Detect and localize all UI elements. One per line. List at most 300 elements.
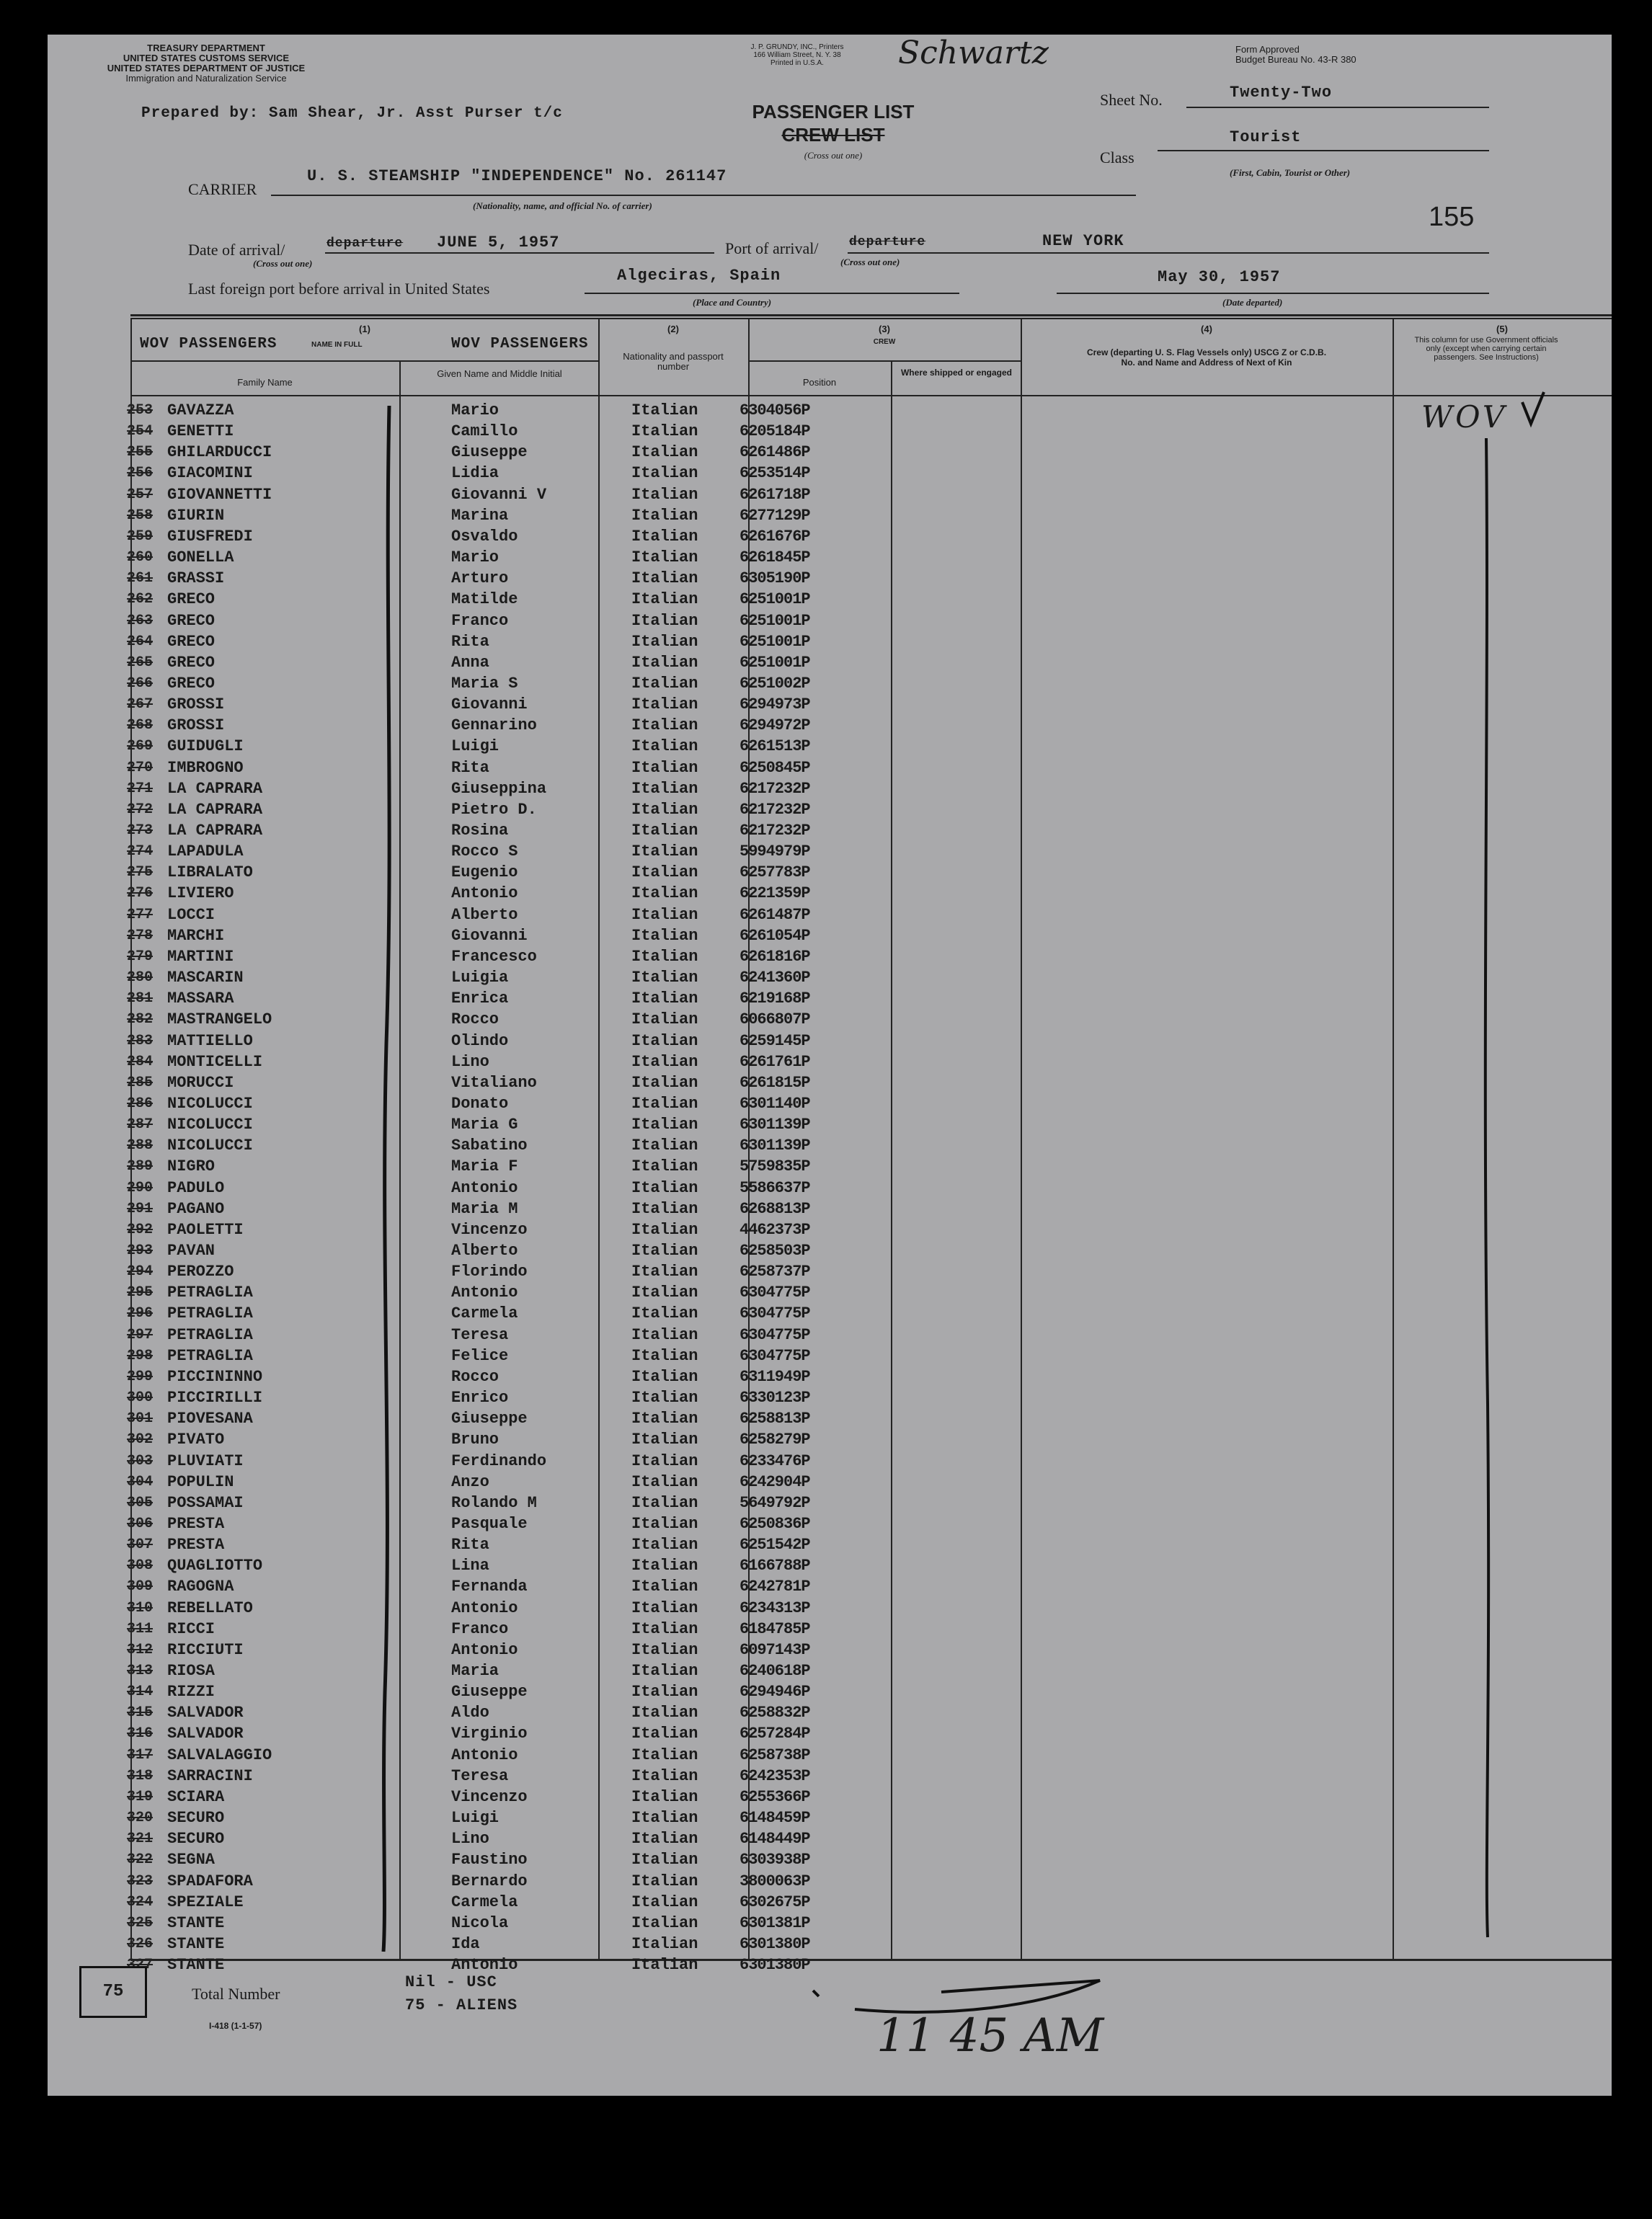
given-name: Luigi (451, 1809, 499, 1828)
passport-number: 6205184P (740, 422, 810, 441)
date-departed-hint: (Date departed) (1222, 297, 1283, 308)
table-row (48, 1240, 1612, 1261)
family-name: PAGANO (167, 1199, 225, 1218)
row-number: 286 (127, 1095, 154, 1112)
table-row (48, 736, 1612, 757)
nationality: Italian (631, 947, 698, 966)
given-name: Luigia (451, 969, 509, 987)
nationality: Italian (631, 1640, 698, 1659)
given-name: Enrico (451, 1389, 509, 1408)
col1-wov-right: WOV PASSENGERS (451, 336, 589, 352)
given-name: Alberto (451, 905, 518, 924)
given-name: Antonio (451, 1598, 518, 1617)
nationality: Italian (631, 1304, 698, 1323)
passport-number: 6251001P (740, 653, 810, 672)
carrier-label: CARRIER (188, 180, 257, 198)
table-row (48, 757, 1612, 778)
nationality: Italian (631, 758, 698, 777)
passport-number: 6242781P (740, 1578, 810, 1596)
nationality: Italian (631, 1830, 698, 1849)
table-row (48, 1913, 1612, 1934)
passport-number: 6251001P (740, 611, 810, 630)
row-number: 321 (127, 1831, 154, 1848)
family-name: MARCHI (167, 926, 225, 945)
row-number: 312 (127, 1641, 154, 1658)
given-name: Lino (451, 1830, 489, 1849)
row-number: 295 (127, 1284, 154, 1302)
family-name: GRECO (167, 674, 216, 693)
nationality: Italian (631, 506, 698, 525)
passport-number: 6261718P (740, 485, 810, 504)
passport-number: 6301139P (740, 1137, 810, 1155)
row-number: 301 (127, 1410, 154, 1428)
table-row (48, 1723, 1612, 1744)
passport-number: 6148459P (740, 1809, 810, 1828)
table-row (48, 946, 1612, 967)
family-name: LA CAPRARA (167, 800, 263, 819)
nationality: Italian (631, 1052, 698, 1071)
family-name: LIVIERO (167, 884, 234, 903)
family-name: PAOLETTI (167, 1220, 244, 1239)
passport-number: 5759835P (740, 1157, 810, 1176)
family-name: SALVALAGGIO (167, 1746, 272, 1764)
nationality: Italian (631, 884, 698, 903)
table-row (48, 1555, 1612, 1576)
given-name: Lina (451, 1557, 489, 1575)
col2-number: (2) (667, 324, 679, 334)
table-row (48, 1849, 1612, 1870)
row-number: 264 (127, 633, 154, 650)
col5-handwritten: WOV (1421, 399, 1508, 435)
handwritten-time: 11 45 AM (876, 2009, 1104, 2063)
nationality: Italian (631, 1137, 698, 1155)
passport-number: 6257783P (740, 863, 810, 882)
given-name: Antonio (451, 1640, 518, 1659)
given-name: Rita (451, 632, 489, 651)
usc-count: Nil - USC (405, 1973, 497, 1991)
family-name: SECURO (167, 1830, 225, 1849)
row-number: 267 (127, 696, 154, 713)
nationality: Italian (631, 1893, 698, 1911)
row-number: 280 (127, 969, 154, 987)
passport-number: 6301380P (740, 1934, 810, 1953)
row-number: 293 (127, 1242, 154, 1259)
family-name: MASTRANGELO (167, 1010, 272, 1029)
passport-number: 6253514P (740, 464, 810, 483)
given-name: Matilde (451, 590, 518, 609)
given-name: Giuseppina (451, 779, 547, 798)
table-row (48, 1093, 1612, 1114)
nationality: Italian (631, 1746, 698, 1764)
given-name: Alberto (451, 1242, 518, 1260)
row-number: 292 (127, 1221, 154, 1238)
date-departed-value: May 30, 1957 (1158, 268, 1281, 286)
carrier-value: U. S. STEAMSHIP "INDEPENDENCE" No. 261147 (307, 167, 727, 185)
agency-line: Immigration and Naturalization Service (125, 73, 287, 84)
last-port-label: Last foreign port before arrival in United States (188, 280, 490, 298)
given-name: Fernanda (451, 1578, 528, 1596)
table-row (48, 442, 1612, 463)
family-name: PEROZZO (167, 1263, 234, 1281)
arrival-struck: departure (327, 236, 404, 251)
family-name: RIZZI (167, 1683, 216, 1702)
passport-number: 6258279P (740, 1431, 810, 1449)
nationality: Italian (631, 1346, 698, 1365)
passport-number: 6251542P (740, 1536, 810, 1555)
row-number: 300 (127, 1389, 154, 1407)
passport-number: 6166788P (740, 1557, 810, 1575)
form-code: I-418 (1-1-57) (209, 2021, 262, 2031)
position-header: Position (802, 377, 837, 388)
nationality: Italian (631, 1242, 698, 1260)
row-number: 289 (127, 1158, 154, 1175)
table-row (48, 1219, 1612, 1240)
passport-number: 6268813P (740, 1199, 810, 1218)
table-row (48, 1766, 1612, 1787)
row-number: 304 (127, 1473, 154, 1490)
agency-line: TREASURY DEPARTMENT (147, 43, 265, 53)
given-name: Ida (451, 1934, 480, 1953)
shipped-header: Where shipped or engaged (900, 368, 1013, 378)
nationality: Italian (631, 1956, 698, 1975)
row-number: 315 (127, 1704, 154, 1722)
given-name: Antonio (451, 1178, 518, 1197)
row-number: 318 (127, 1767, 154, 1784)
given-name: Nicola (451, 1913, 509, 1932)
family-name: POSSAMAI (167, 1493, 244, 1512)
row-number: 266 (127, 675, 154, 692)
passport-number: 6261761P (740, 1052, 810, 1071)
family-name: MATTIELLO (167, 1031, 253, 1050)
table-row (48, 1387, 1612, 1408)
nationality: Italian (631, 1536, 698, 1555)
cross-out-hint: (Cross out one) (804, 150, 863, 161)
total-label: Total Number (192, 1985, 280, 2003)
passport-number: 6259145P (740, 1031, 810, 1050)
nationality: Italian (631, 1431, 698, 1449)
family-name: GROSSI (167, 716, 225, 735)
row-number: 254 (127, 423, 154, 440)
row-number: 260 (127, 549, 154, 566)
nationality: Italian (631, 1157, 698, 1176)
given-name: Luigi (451, 737, 499, 756)
row-number: 270 (127, 759, 154, 776)
passport-number: 3800063P (740, 1872, 810, 1890)
given-name: Giovanni (451, 926, 528, 945)
row-number: 297 (127, 1326, 154, 1343)
table-row (48, 1051, 1612, 1072)
family-name: STANTE (167, 1956, 225, 1975)
last-port-value: Algeciras, Spain (617, 267, 781, 285)
nationality: Italian (631, 1389, 698, 1408)
given-name: Mario (451, 401, 499, 419)
nationality: Italian (631, 1557, 698, 1575)
passport-number: 6217232P (740, 822, 810, 840)
passport-number: 6304775P (740, 1325, 810, 1344)
passport-number: 6251002P (740, 674, 810, 693)
form-approved-line: Form Approved (1235, 44, 1300, 55)
nationality: Italian (631, 779, 698, 798)
nationality: Italian (631, 1199, 698, 1218)
page-number: 155 (1429, 202, 1475, 232)
passport-number: 6311949P (740, 1367, 810, 1386)
row-number: 294 (127, 1263, 154, 1281)
row-number: 305 (127, 1494, 154, 1511)
printer-line: 166 William Street, N. Y. 38 (753, 51, 841, 59)
given-name: Lino (451, 1052, 489, 1071)
given-name: Florindo (451, 1263, 528, 1281)
nationality: Italian (631, 1619, 698, 1638)
nationality: Italian (631, 1220, 698, 1239)
table-row (48, 1451, 1612, 1472)
family-name: LIBRALATO (167, 863, 253, 882)
table-row (48, 925, 1612, 946)
nationality: Italian (631, 674, 698, 693)
nationality: Italian (631, 1094, 698, 1113)
printer-line: J. P. GRUNDY, INC., Printers (750, 43, 844, 51)
col1-wov-left: WOV PASSENGERS (140, 336, 277, 352)
col1-subtitle: NAME IN FULL (311, 341, 363, 349)
row-number: 299 (127, 1368, 154, 1385)
passport-number: 6305190P (740, 569, 810, 588)
row-number: 271 (127, 780, 154, 797)
printer-line: Printed in U.S.A. (771, 59, 824, 67)
nationality: Italian (631, 527, 698, 546)
family-name-header: Family Name (237, 377, 293, 388)
table-row (48, 1702, 1612, 1723)
given-name: Franco (451, 1619, 509, 1638)
family-name: NIGRO (167, 1157, 216, 1176)
passport-number: 6219168P (740, 990, 810, 1008)
given-name: Rocco (451, 1367, 499, 1386)
passport-number: 5649792P (740, 1493, 810, 1512)
nationality: Italian (631, 1598, 698, 1617)
row-number: 256 (127, 465, 154, 482)
nationality: Italian (631, 569, 698, 588)
row-number: 285 (127, 1074, 154, 1091)
nationality: Italian (631, 863, 698, 882)
passport-number: 6066807P (740, 1010, 810, 1029)
family-name: GONELLA (167, 548, 234, 567)
passport-number: 6251001P (740, 632, 810, 651)
table-row (48, 1429, 1612, 1450)
table-row (48, 1156, 1612, 1177)
row-number: 322 (127, 1851, 154, 1869)
family-name: GRECO (167, 611, 216, 630)
row-number: 275 (127, 864, 154, 881)
nationality: Italian (631, 905, 698, 924)
row-number: 302 (127, 1431, 154, 1449)
passport-number: 6301140P (740, 1094, 810, 1113)
nationality: Italian (631, 1493, 698, 1512)
given-name: Maria F (451, 1157, 518, 1176)
family-name: SARRACINI (167, 1766, 253, 1785)
port-label: Port of arrival/ (725, 239, 819, 257)
given-name: Rita (451, 1536, 489, 1555)
passport-number: 6261054P (740, 926, 810, 945)
table-row (48, 1534, 1612, 1555)
passport-number: 6330123P (740, 1389, 810, 1408)
family-name: SEGNA (167, 1851, 216, 1869)
nationality: Italian (631, 1284, 698, 1302)
nationality: Italian (631, 1787, 698, 1806)
passport-number: 6258738P (740, 1746, 810, 1764)
passport-number: 6258737P (740, 1263, 810, 1281)
given-name: Maria M (451, 1199, 518, 1218)
passport-number: 6301381P (740, 1913, 810, 1932)
row-number: 307 (127, 1537, 154, 1554)
table-row (48, 1955, 1612, 1975)
table-row (48, 715, 1612, 736)
passport-number: 6277129P (740, 506, 810, 525)
table-row (48, 1871, 1612, 1892)
passport-number: 6221359P (740, 884, 810, 903)
given-name-header: Given Name and Middle Initial (437, 368, 562, 379)
table-row (48, 1472, 1612, 1493)
given-name: Teresa (451, 1766, 509, 1785)
given-name: Antonio (451, 884, 518, 903)
passport-number: 6303938P (740, 1851, 810, 1869)
passport-number: 6241360P (740, 969, 810, 987)
given-name: Bernardo (451, 1872, 528, 1890)
carrier-hint: (Nationality, name, and official No. of carrier) (473, 200, 652, 211)
given-name: Anna (451, 653, 489, 672)
family-name: PETRAGLIA (167, 1284, 253, 1302)
nationality: Italian (631, 1263, 698, 1281)
family-name: MASCARIN (167, 969, 244, 987)
table-row (48, 652, 1612, 673)
family-name: RIOSA (167, 1662, 216, 1680)
family-name: GIURIN (167, 506, 225, 525)
given-name: Rolando M (451, 1493, 537, 1512)
arrival-value: JUNE 5, 1957 (437, 234, 560, 252)
passport-number: 6301380P (740, 1956, 810, 1975)
family-name: PETRAGLIA (167, 1325, 253, 1344)
nationality: Italian (631, 1367, 698, 1386)
sheet-value: Twenty-Two (1230, 84, 1333, 102)
given-name: Vincenzo (451, 1787, 528, 1806)
nationality: Italian (631, 548, 698, 567)
col2-header: Nationality and passport number (623, 351, 724, 372)
table-row (48, 610, 1612, 631)
row-number: 274 (127, 843, 154, 861)
passport-number: 5994979P (740, 842, 810, 861)
table-row (48, 1199, 1612, 1219)
given-name: Carmela (451, 1893, 518, 1911)
table-row (48, 1261, 1612, 1282)
family-name: GENETTI (167, 422, 234, 441)
nationality: Italian (631, 800, 698, 819)
family-name: GIACOMINI (167, 464, 253, 483)
row-number: 308 (127, 1557, 154, 1575)
row-number: 291 (127, 1200, 154, 1217)
table-row (48, 1303, 1612, 1324)
nationality: Italian (631, 632, 698, 651)
table-row (48, 589, 1612, 610)
prepared-by: Prepared by: Sam Shear, Jr. Asst Purser t/c (141, 105, 563, 122)
row-number: 310 (127, 1599, 154, 1617)
given-name: Felice (451, 1346, 509, 1365)
nationality: Italian (631, 1073, 698, 1092)
nationality: Italian (631, 990, 698, 1008)
row-number: 259 (127, 528, 154, 545)
handwritten-signature: Schwartz (898, 35, 1049, 71)
family-name: STANTE (167, 1913, 225, 1932)
family-name: RICCI (167, 1619, 216, 1638)
nationality: Italian (631, 1725, 698, 1743)
family-name: SECURO (167, 1809, 225, 1828)
given-name: Giuseppe (451, 1683, 528, 1702)
row-number: 279 (127, 948, 154, 965)
nationality: Italian (631, 1934, 698, 1953)
nationality: Italian (631, 1913, 698, 1932)
table-row (48, 673, 1612, 694)
given-name: Donato (451, 1094, 509, 1113)
given-name: Pasquale (451, 1514, 528, 1533)
nationality: Italian (631, 464, 698, 483)
table-row (48, 1009, 1612, 1030)
row-number: 306 (127, 1515, 154, 1532)
passport-number: 6255366P (740, 1787, 810, 1806)
table-row (48, 841, 1612, 862)
given-name: Francesco (451, 947, 537, 966)
family-name: PIVATO (167, 1431, 225, 1449)
table-row (48, 799, 1612, 820)
table-row (48, 1807, 1612, 1828)
given-name: Osvaldo (451, 527, 518, 546)
row-number: 257 (127, 486, 154, 503)
family-name: LA CAPRARA (167, 822, 263, 840)
passport-number: 6258503P (740, 1242, 810, 1260)
table-row (48, 1934, 1612, 1955)
row-number: 324 (127, 1893, 154, 1911)
family-name: POPULIN (167, 1472, 234, 1491)
row-number: 263 (127, 612, 154, 629)
family-name: GUIDUGLI (167, 737, 244, 756)
nationality: Italian (631, 1514, 698, 1533)
cross-out-hint: (Cross out one) (253, 258, 313, 269)
family-name: PLUVIATI (167, 1451, 244, 1470)
family-name: PICCIRILLI (167, 1389, 263, 1408)
nationality: Italian (631, 1809, 698, 1828)
passport-number: 6261513P (740, 737, 810, 756)
given-name: Virginio (451, 1725, 528, 1743)
nationality: Italian (631, 1031, 698, 1050)
given-name: Olindo (451, 1031, 509, 1050)
family-name: LAPADULA (167, 842, 244, 861)
given-name: Arturo (451, 569, 509, 588)
table-row (48, 1408, 1612, 1429)
family-name: GHILARDUCCI (167, 443, 272, 462)
family-name: STANTE (167, 1934, 225, 1953)
given-name: Pietro D. (451, 800, 537, 819)
nationality: Italian (631, 443, 698, 462)
family-name: MONTICELLI (167, 1052, 263, 1071)
table-row (48, 1114, 1612, 1135)
family-name: NICOLUCCI (167, 1094, 253, 1113)
passport-number: 6261486P (740, 443, 810, 462)
family-name: RICCIUTI (167, 1640, 244, 1659)
passport-number: 6148449P (740, 1830, 810, 1849)
given-name: Rita (451, 758, 489, 777)
row-number: 319 (127, 1788, 154, 1805)
nationality: Italian (631, 842, 698, 861)
family-name: RAGOGNA (167, 1578, 234, 1596)
row-number: 287 (127, 1116, 154, 1134)
passport-number: 6261487P (740, 905, 810, 924)
family-name: MARTINI (167, 947, 234, 966)
nationality: Italian (631, 590, 698, 609)
